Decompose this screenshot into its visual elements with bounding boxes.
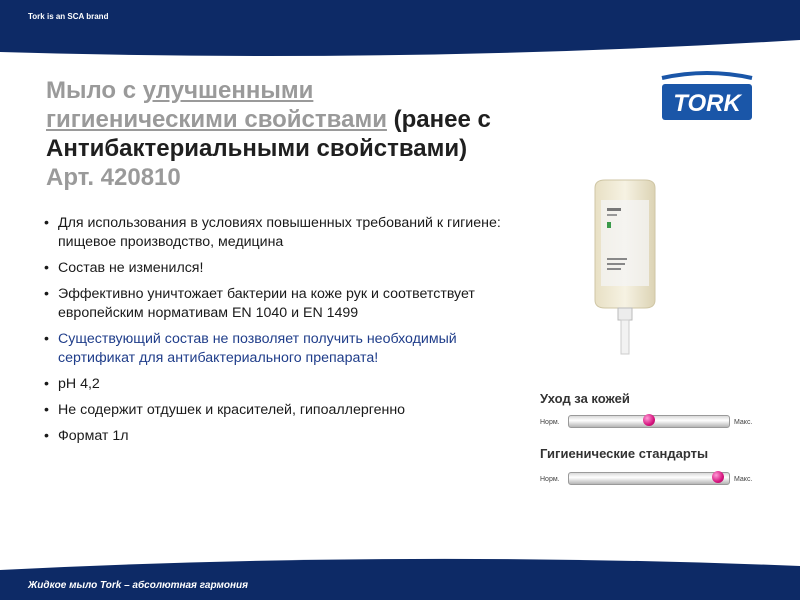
- list-item: • Не содержит отдушек и красителей, гипоаллергенно: [44, 401, 504, 420]
- title-link-1[interactable]: улучшенными: [142, 77, 314, 104]
- scale-title-hygiene: Гигиенические стандарты: [540, 446, 709, 461]
- article-number: Арт. 420810: [46, 164, 181, 191]
- feature-list: [44, 214, 504, 453]
- scale-max-label: Макс.: [734, 476, 753, 483]
- list-item: • Для использования в условиях повышенных требований к гигиене: пищевое производство, медицина: [44, 214, 504, 252]
- page-title: [46, 76, 636, 192]
- list-item-highlight: • Существующий состав не позволяет получить необходимый сертификат для антибактериального препарата!: [44, 330, 504, 368]
- brand-note: Tork is an SCA brand: [28, 12, 109, 21]
- scale-track-skin-care: [568, 415, 730, 428]
- scale-title-skin-care: Уход за кожей: [540, 391, 630, 406]
- tork-logo: [658, 70, 756, 126]
- header-band: [0, 0, 800, 64]
- scale-min-label: Норм.: [540, 476, 560, 483]
- list-item: • Формат 1л: [44, 427, 504, 446]
- scale-indicator: [643, 414, 655, 426]
- product-image: [585, 178, 665, 358]
- scale-min-label: Норм.: [540, 419, 560, 426]
- list-item: • Состав не изменился!: [44, 259, 504, 278]
- scale-max-label: Макс.: [734, 419, 753, 426]
- title-suffix: (ранее с: [386, 106, 491, 133]
- list-item: • рН 4,2: [44, 375, 504, 394]
- svg-text:TORK: TORK: [673, 90, 741, 117]
- title-prefix: Мыло с: [46, 77, 143, 104]
- title-line-3: Антибактериальными свойствами): [46, 135, 468, 162]
- scale-indicator: [712, 471, 724, 483]
- footer-slogan: Жидкое мыло Tork – абсолютная гармония: [28, 580, 249, 591]
- list-item: • Эффективно уничтожает бактерии на коже рук и соответствует европейским нормативам EN 1040 и EN 1499: [44, 285, 504, 323]
- scale-track-hygiene: [568, 472, 730, 485]
- footer-band: [0, 556, 800, 600]
- title-link-2[interactable]: гигиеническими свойствами: [46, 106, 387, 133]
